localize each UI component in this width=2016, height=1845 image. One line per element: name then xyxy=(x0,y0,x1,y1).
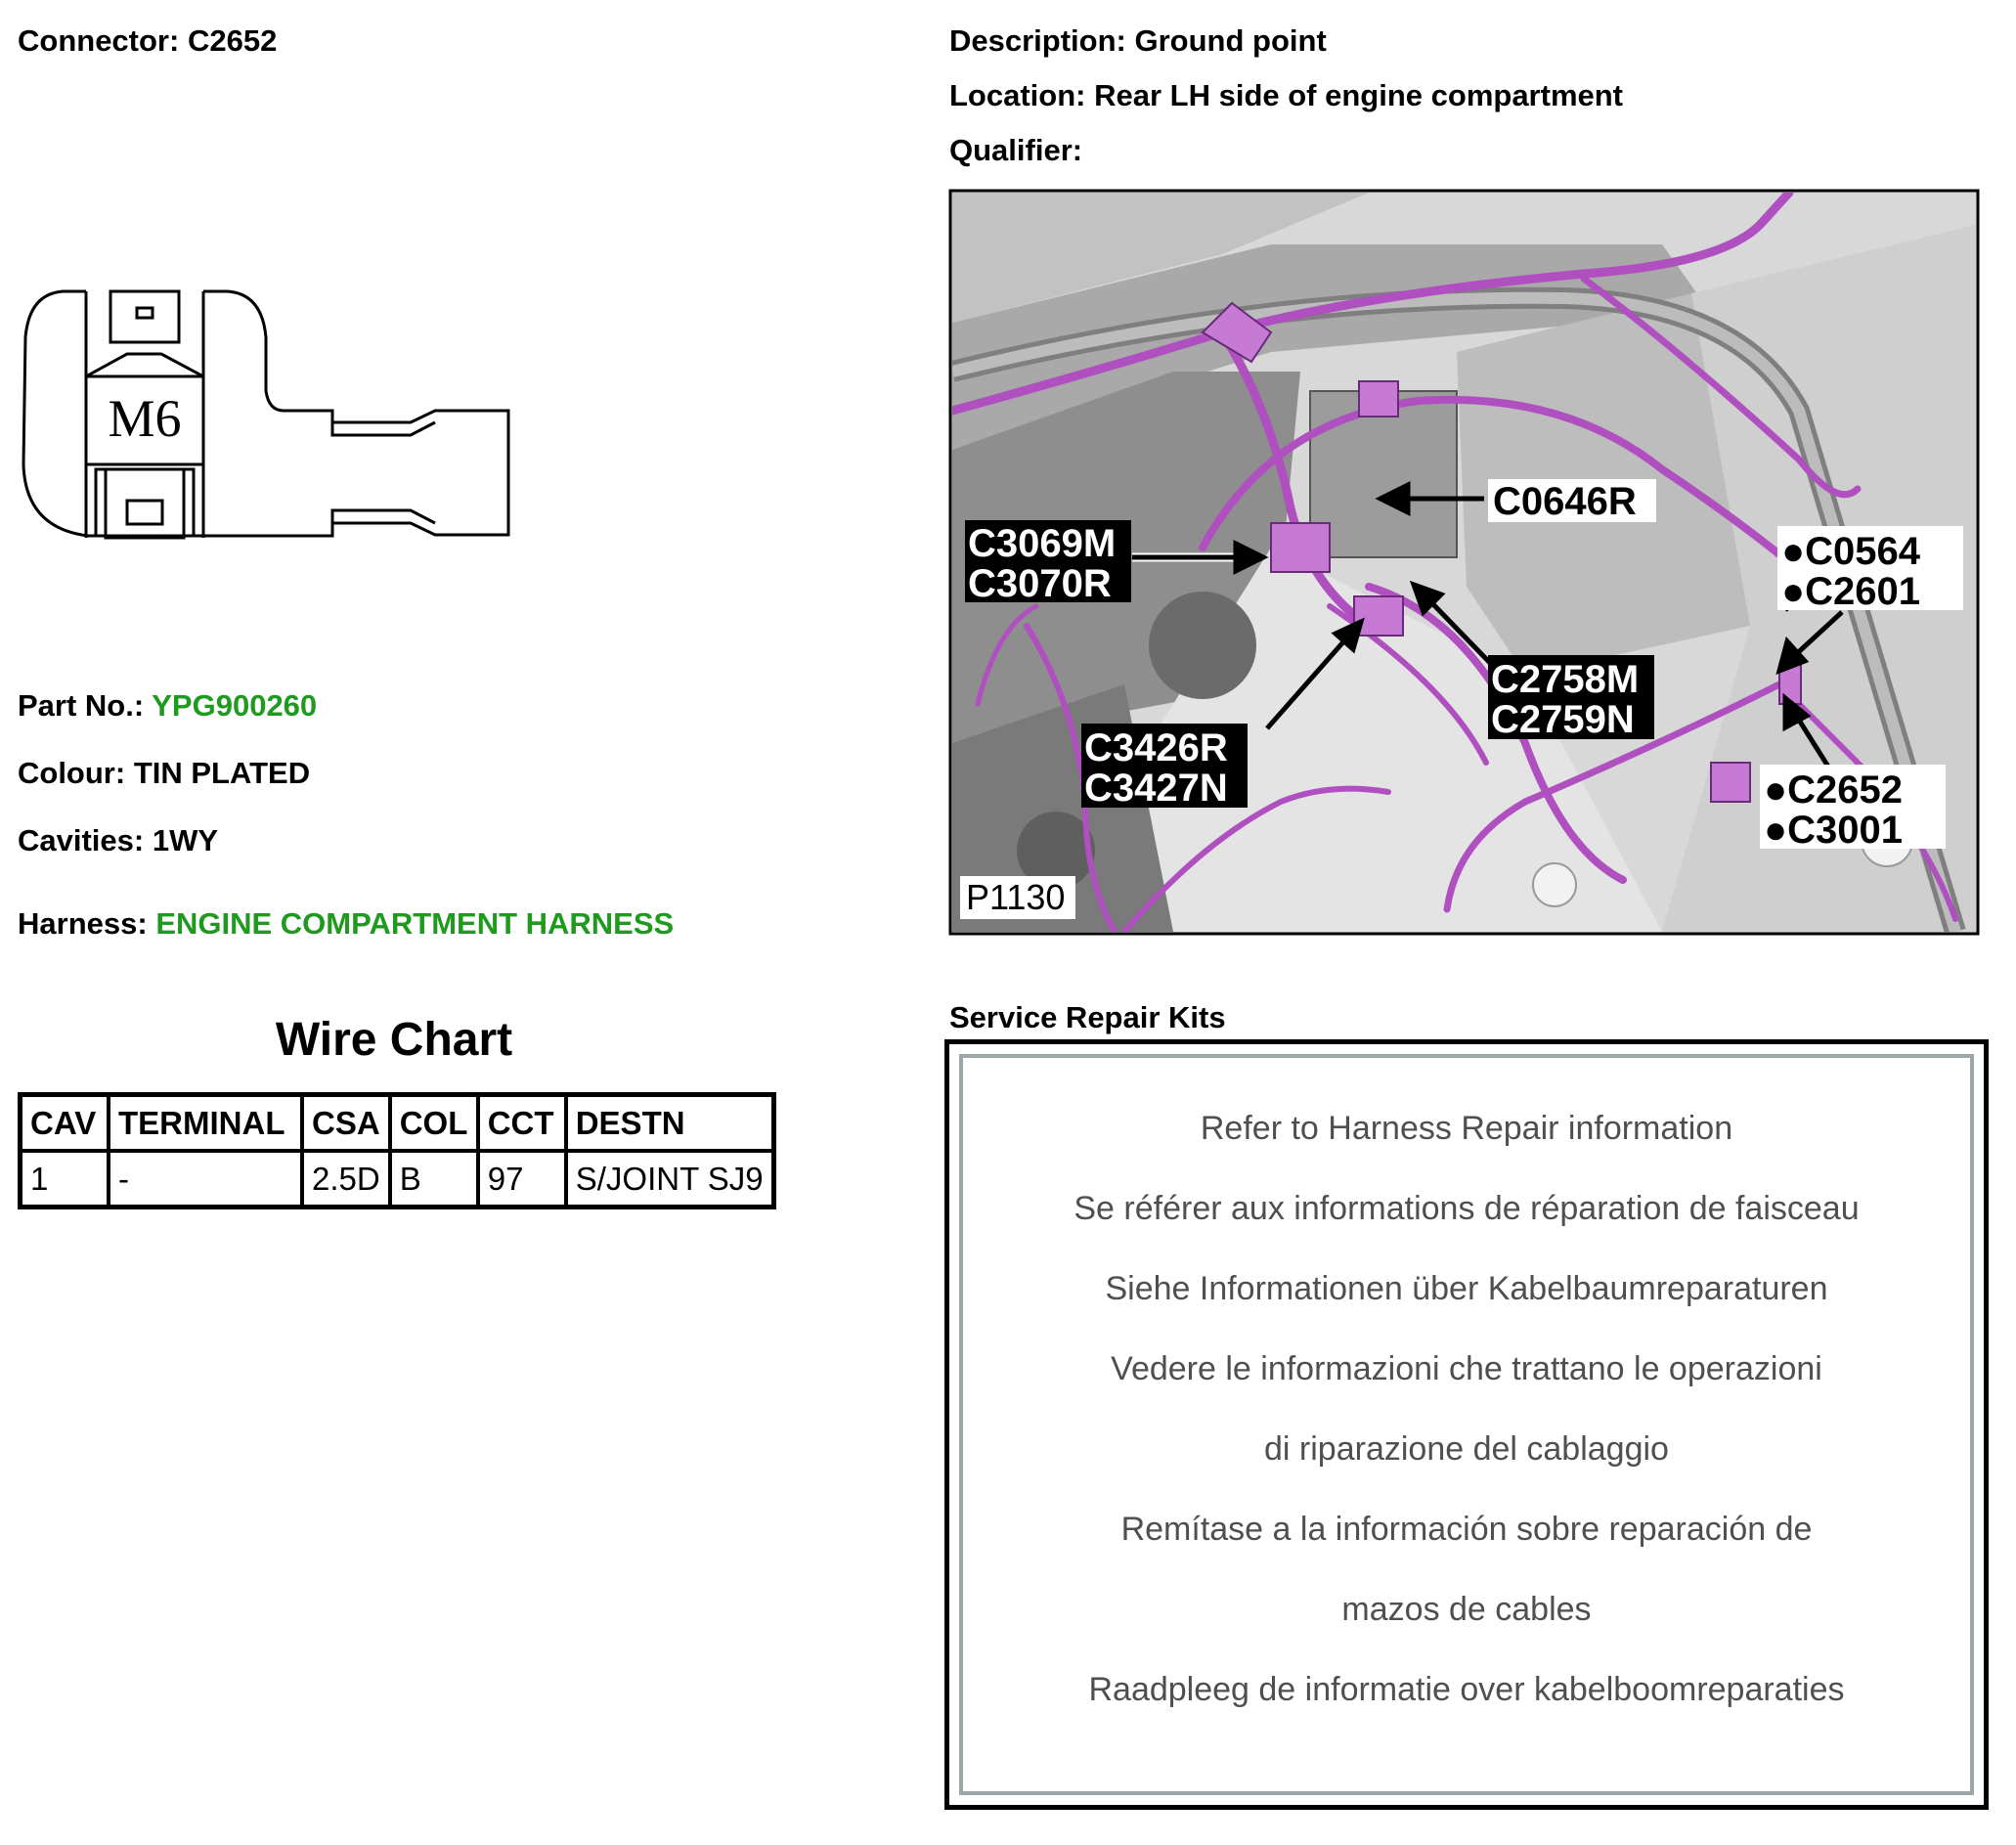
callout-c0646r: C0646R xyxy=(1493,480,1637,523)
col-cct-header: CCT xyxy=(478,1095,566,1152)
wire-chart-title: Wire Chart xyxy=(275,1014,513,1066)
callout-c3070r: C3070R xyxy=(968,562,1112,605)
cell-col: B xyxy=(390,1151,478,1208)
connector-label: Connector: xyxy=(18,23,180,58)
cell-csa: 2.5D xyxy=(302,1151,390,1208)
location-label: Location: xyxy=(949,78,1086,112)
service-repair-kits-box xyxy=(944,1039,1989,1810)
callout-c2758m: C2758M xyxy=(1491,658,1640,701)
photo-ref-label: P1130 xyxy=(966,877,1066,917)
wire-chart-header-row xyxy=(21,1095,774,1152)
location-value: Rear LH side of engine compartment xyxy=(1094,78,1624,112)
kit-line-es-1: Remítase a la información sobre reparación de xyxy=(1120,1511,1813,1548)
service-repair-kits-title: Service Repair Kits xyxy=(949,1000,1226,1034)
kit-line-it-2: di riparazione del cablaggio xyxy=(1264,1430,1669,1468)
table-row xyxy=(21,1151,774,1208)
kit-line-nl: Raadpleeg de informatie over kabelboomreparaties xyxy=(1088,1671,1845,1708)
qualifier-label: Qualifier: xyxy=(949,133,1083,167)
callout-c3001: ●C3001 xyxy=(1764,809,1904,852)
cavities-value: 1WY xyxy=(152,823,219,857)
colour-field xyxy=(18,756,310,791)
callout-c2601: ●C2601 xyxy=(1781,570,1921,613)
callout-c2652: ●C2652 xyxy=(1764,769,1904,812)
description-label: Description: xyxy=(949,23,1126,58)
connector-face-drawing xyxy=(23,291,508,538)
harness-field xyxy=(18,906,674,942)
kit-line-en: Refer to Harness Repair information xyxy=(1200,1110,1733,1147)
kit-line-es-2: mazos de cables xyxy=(1341,1591,1592,1628)
cell-cct: 97 xyxy=(478,1151,566,1208)
col-csa-header: CSA xyxy=(302,1095,390,1152)
part-no-label: Part No.: xyxy=(18,688,145,723)
wire-chart-table xyxy=(18,1092,776,1209)
callout-c0564: ●C0564 xyxy=(1781,530,1921,573)
location-photo xyxy=(950,191,1978,934)
harness-label: Harness: xyxy=(18,906,148,941)
part-no-field xyxy=(18,688,317,724)
kit-line-fr: Se référer aux informations de réparation de faisceau xyxy=(1074,1190,1860,1227)
part-no-value: YPG900260 xyxy=(152,688,318,723)
cavities-label: Cavities: xyxy=(18,823,145,857)
callout-c3426r: C3426R xyxy=(1084,726,1228,769)
cavities-field xyxy=(18,823,218,858)
kit-line-de: Siehe Informationen über Kabelbaumreparaturen xyxy=(1105,1270,1828,1307)
service-repair-kits-inner xyxy=(959,1054,1974,1795)
kit-line-it-1: Vedere le informazioni che trattano le operazioni xyxy=(1111,1350,1822,1387)
connector-face-label: M6 xyxy=(108,389,182,448)
cell-destn: S/JOINT SJ9 xyxy=(566,1151,773,1208)
col-terminal-header: TERMINAL xyxy=(109,1095,302,1152)
col-destn-header: DESTN xyxy=(566,1095,773,1152)
harness-value: ENGINE COMPARTMENT HARNESS xyxy=(155,906,675,941)
colour-label: Colour: xyxy=(18,756,126,790)
col-col-header: COL xyxy=(390,1095,478,1152)
connector-value: C2652 xyxy=(187,23,278,58)
description-value: Ground point xyxy=(1134,23,1327,58)
callout-c2759n: C2759N xyxy=(1491,698,1635,741)
col-cav-header: CAV xyxy=(21,1095,110,1152)
callout-c3069m: C3069M xyxy=(968,522,1117,565)
cell-cav: 1 xyxy=(21,1151,110,1208)
colour-value: TIN PLATED xyxy=(133,756,311,790)
callout-c3427n: C3427N xyxy=(1084,767,1228,810)
cell-terminal: - xyxy=(109,1151,302,1208)
